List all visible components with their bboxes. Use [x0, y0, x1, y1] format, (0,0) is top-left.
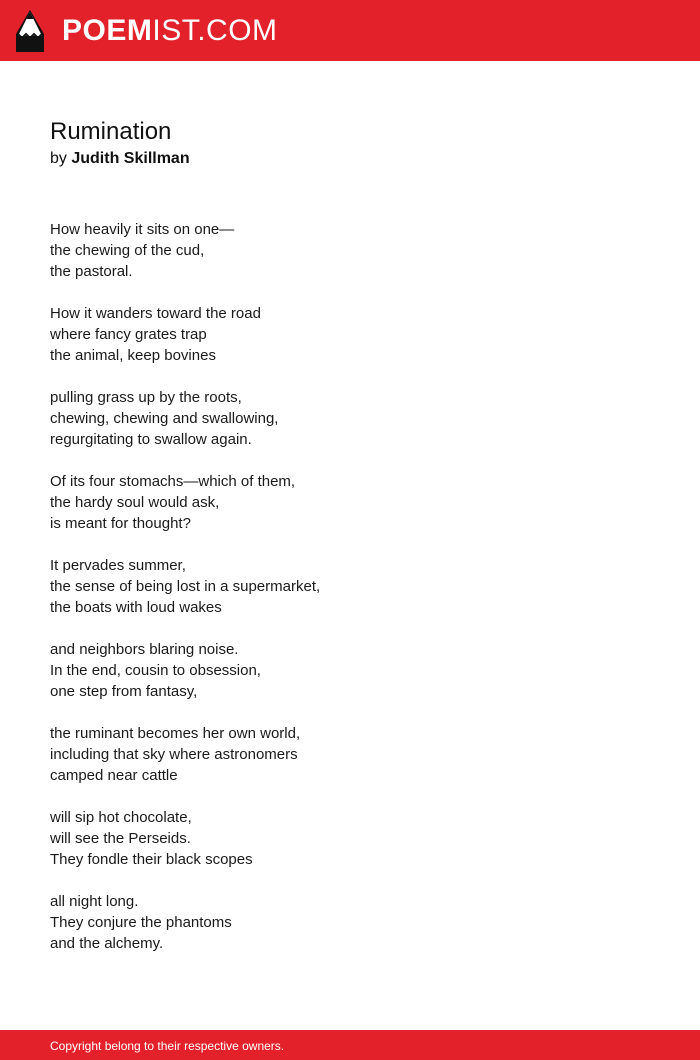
poem-line: where fancy grates trap	[50, 326, 207, 343]
poem-line: all night long.	[50, 893, 139, 910]
poem-line: How it wanders toward the road	[50, 305, 261, 322]
poem-line: How heavily it sits on one—	[50, 221, 235, 238]
poem-line: is meant for thought?	[50, 515, 191, 532]
poem-stanza	[50, 723, 650, 786]
poem-line: the ruminant becomes her own world,	[50, 725, 301, 742]
poem-line: camped near cattle	[50, 767, 178, 784]
pencil-tip-icon	[16, 10, 44, 52]
poem-line: the boats with loud wakes	[50, 599, 222, 616]
poem-stanza	[50, 303, 650, 366]
copyright-notice: Copyright belong to their respective owners.	[50, 1039, 285, 1053]
site-name	[62, 16, 278, 46]
byline-prefix: by	[50, 150, 67, 167]
poem-line: the hardy soul would ask,	[50, 494, 220, 511]
poem-line: It pervades summer,	[50, 557, 186, 574]
poem-author: Judith Skillman	[71, 150, 190, 167]
poem-line: the animal, keep bovines	[50, 347, 216, 364]
poem-line: pulling grass up by the roots,	[50, 389, 242, 406]
poem-content	[50, 116, 650, 975]
poem-line: They fondle their black scopes	[50, 851, 253, 868]
poem-line: and neighbors blaring noise.	[50, 641, 239, 658]
poem-line: regurgitating to swallow again.	[50, 431, 252, 448]
poem-line: chewing, chewing and swallowing,	[50, 410, 279, 427]
poem-line: They conjure the phantoms	[50, 914, 232, 931]
site-name-bold: POEM	[62, 14, 153, 47]
poem-stanza	[50, 387, 650, 450]
poem-title: Rumination	[50, 118, 172, 145]
poem-stanza	[50, 471, 650, 534]
poem-line: the pastoral.	[50, 263, 133, 280]
poem-line: including that sky where astronomers	[50, 746, 298, 763]
poem-stanza	[50, 639, 650, 702]
poem-line: and the alchemy.	[50, 935, 164, 952]
poem-line: In the end, cousin to obsession,	[50, 662, 261, 679]
poem-byline	[50, 148, 650, 170]
poem-line: Of its four stomachs—which of them,	[50, 473, 296, 490]
poem-body	[50, 219, 650, 954]
footer-bar	[0, 1030, 700, 1060]
poem-line: the sense of being lost in a supermarket,	[50, 578, 321, 595]
poem-stanza	[50, 219, 650, 282]
site-name-light: IST.COM	[152, 14, 278, 47]
site-logo-link[interactable]	[16, 9, 278, 53]
poem-stanza	[50, 891, 650, 954]
poem-line: one step from fantasy,	[50, 683, 198, 700]
poem-stanza	[50, 555, 650, 618]
poem-line: will see the Perseids.	[50, 830, 191, 847]
poem-stanza	[50, 807, 650, 870]
header-bar	[0, 0, 700, 61]
poem-line: the chewing of the cud,	[50, 242, 205, 259]
poem-line: will sip hot chocolate,	[50, 809, 192, 826]
